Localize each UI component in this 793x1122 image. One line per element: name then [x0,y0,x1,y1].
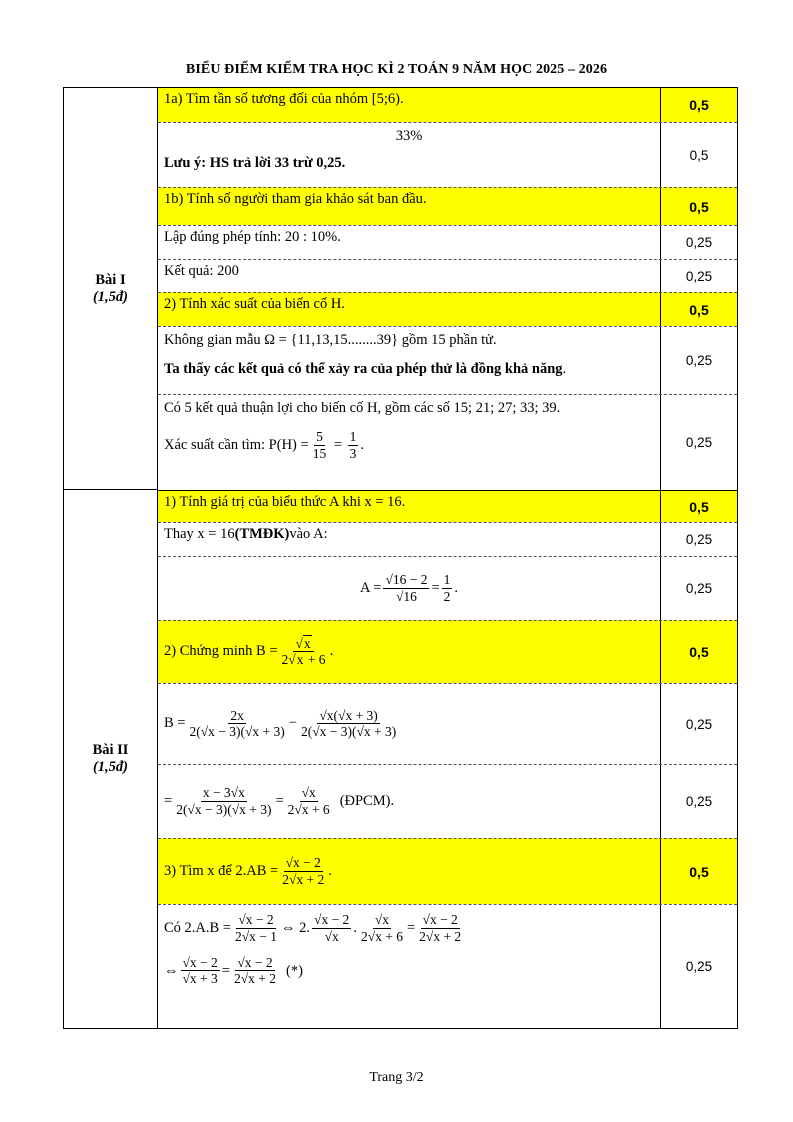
page-title: BIỂU ĐIỂM KIỂM TRA HỌC KÌ 2 TOÁN 9 NĂM HỌC 2025 – 2026 [185,62,608,77]
question-text: 1) Tính giá trị của biểu thức A khi x = 16. [164,494,406,510]
fraction-numerator: 1 [349,429,357,444]
answer-text: 33% [395,128,423,144]
question-text: 3) Tìm x để 2.AB = $\frac{√x - 2}{2√x + 2}$ . [164,855,332,887]
score-cell: 0,5 [689,301,709,318]
score-cell: 0,25 [685,532,713,547]
score-cell: 0,5 [689,498,709,515]
section-bai-1 [64,88,158,490]
step-text: Lập đúng phép tính: 20 : 10%. [164,229,341,245]
table-row [158,225,737,259]
score-cell: 0,25 [685,716,713,732]
grading-table [63,87,738,1029]
score-cell: 0,5 [689,198,709,215]
table-row [158,326,737,394]
table-row [158,904,737,1028]
score-cell: 0,25 [685,268,713,284]
table-row [158,620,737,683]
page-number: Trang 3/2 [369,1070,424,1085]
fraction-numerator: 5 [316,429,323,444]
table-row [158,764,737,838]
question-text: 1a) Tìm tần số tương đối của nhóm [5;6). [164,91,404,107]
table-row [158,490,737,522]
formula: = $\frac{x - 3√x}{2(√x - 3)(√x + 3)}$ = $\frac{√x}{2√x + 6}$ (ĐPCM). [164,785,395,817]
score-cell: 0,25 [685,794,713,809]
score-cell: 0,25 [685,353,713,368]
score-cell: 0,5 [689,147,709,163]
table-row [158,292,737,326]
table-row [158,259,737,292]
table-row [158,556,737,620]
formula: A = $\frac{√16 - 2}{√16}$ = $\frac{1}{2}$ . [359,572,459,604]
step-text: Không gian mẫu Ω = {11,13,15........39} gồm 15 phần tử. [164,332,497,348]
step-text-bold: Ta thấy các kết quả có thể xảy ra của phép thử là đồng khả năng [164,361,563,377]
table-row: Có 5 kết quả thuận lợi cho biến cố H, gồm các số 15; 21; 27; 33; 39. Xác suất cần tìm: P(H) = $\frac{5}{15}$ = $\frac{1}{3}$ . 0,25 [158,394,737,490]
table-row [158,683,737,764]
score-cell: 0,5 [689,97,709,113]
score-cell: 0,5 [689,863,709,880]
section-points: (1,5đ) [92,288,129,305]
fraction-denominator: 3 [349,445,357,461]
table-row [158,522,737,556]
formula: B = $\frac{2x}{2(√x - 3)(√x + 3)}$ − $\frac{√x(√x + 3)}{2(√x - 3)(√x + 3)}$ [164,707,397,740]
section-name: Bài I [95,271,126,288]
table-row [158,88,737,122]
step-text-bold: (TMĐK) [234,526,290,542]
step-text: vào A: [289,526,328,542]
note-text: Lưu ý: HS trả lời 33 trừ 0,25. [164,155,346,171]
step-text: Thay x = 16 [164,526,235,542]
fraction-denominator: 15 [312,445,327,461]
step-text: Có 5 kết quả thuận lợi cho biến cố H, gồm các số 15; 21; 27; 33; 39. [164,400,561,416]
score-cell: 0,5 [689,644,709,660]
section-points: (1,5đ) [92,759,129,775]
question-text: 2) Chứng minh B = $\frac{√x}{2√x + 6}$ . [164,635,334,668]
table-row [158,122,737,187]
question-text: 1b) Tính số người tham gia khảo sát ban đầu. [164,191,427,207]
formula: Có 2.A.B = $\frac{√x - 2}{2√x - 1}$ ⇔ 2. $\frac{√x - 2}{√x}$ . $\frac{√x}{2√x + 6}$ = $\frac{√x - 2}{2√x + 2}$ [164,912,462,944]
formula: ⇔ $\frac{√x - 2}{√x + 3}$ = $\frac{√x - 2}{2√x + 2}$ (*) [164,954,303,987]
score-cell: 0,25 [685,435,713,450]
table-row [158,187,737,225]
step-text: Kết quả: 200 [164,263,239,279]
formula-prefix: Xác suất cần tìm: P(H) = [164,436,309,453]
period: . [562,361,567,377]
section-bai-2 [64,490,158,1028]
question-text: 2) Tính xác suất của biến cố H. [164,296,345,312]
score-cell: 0,25 [685,959,713,974]
section-name: Bài II [92,742,129,758]
table-row [158,838,737,904]
score-cell: 0,25 [685,235,713,250]
score-cell: 0,25 [685,581,713,596]
